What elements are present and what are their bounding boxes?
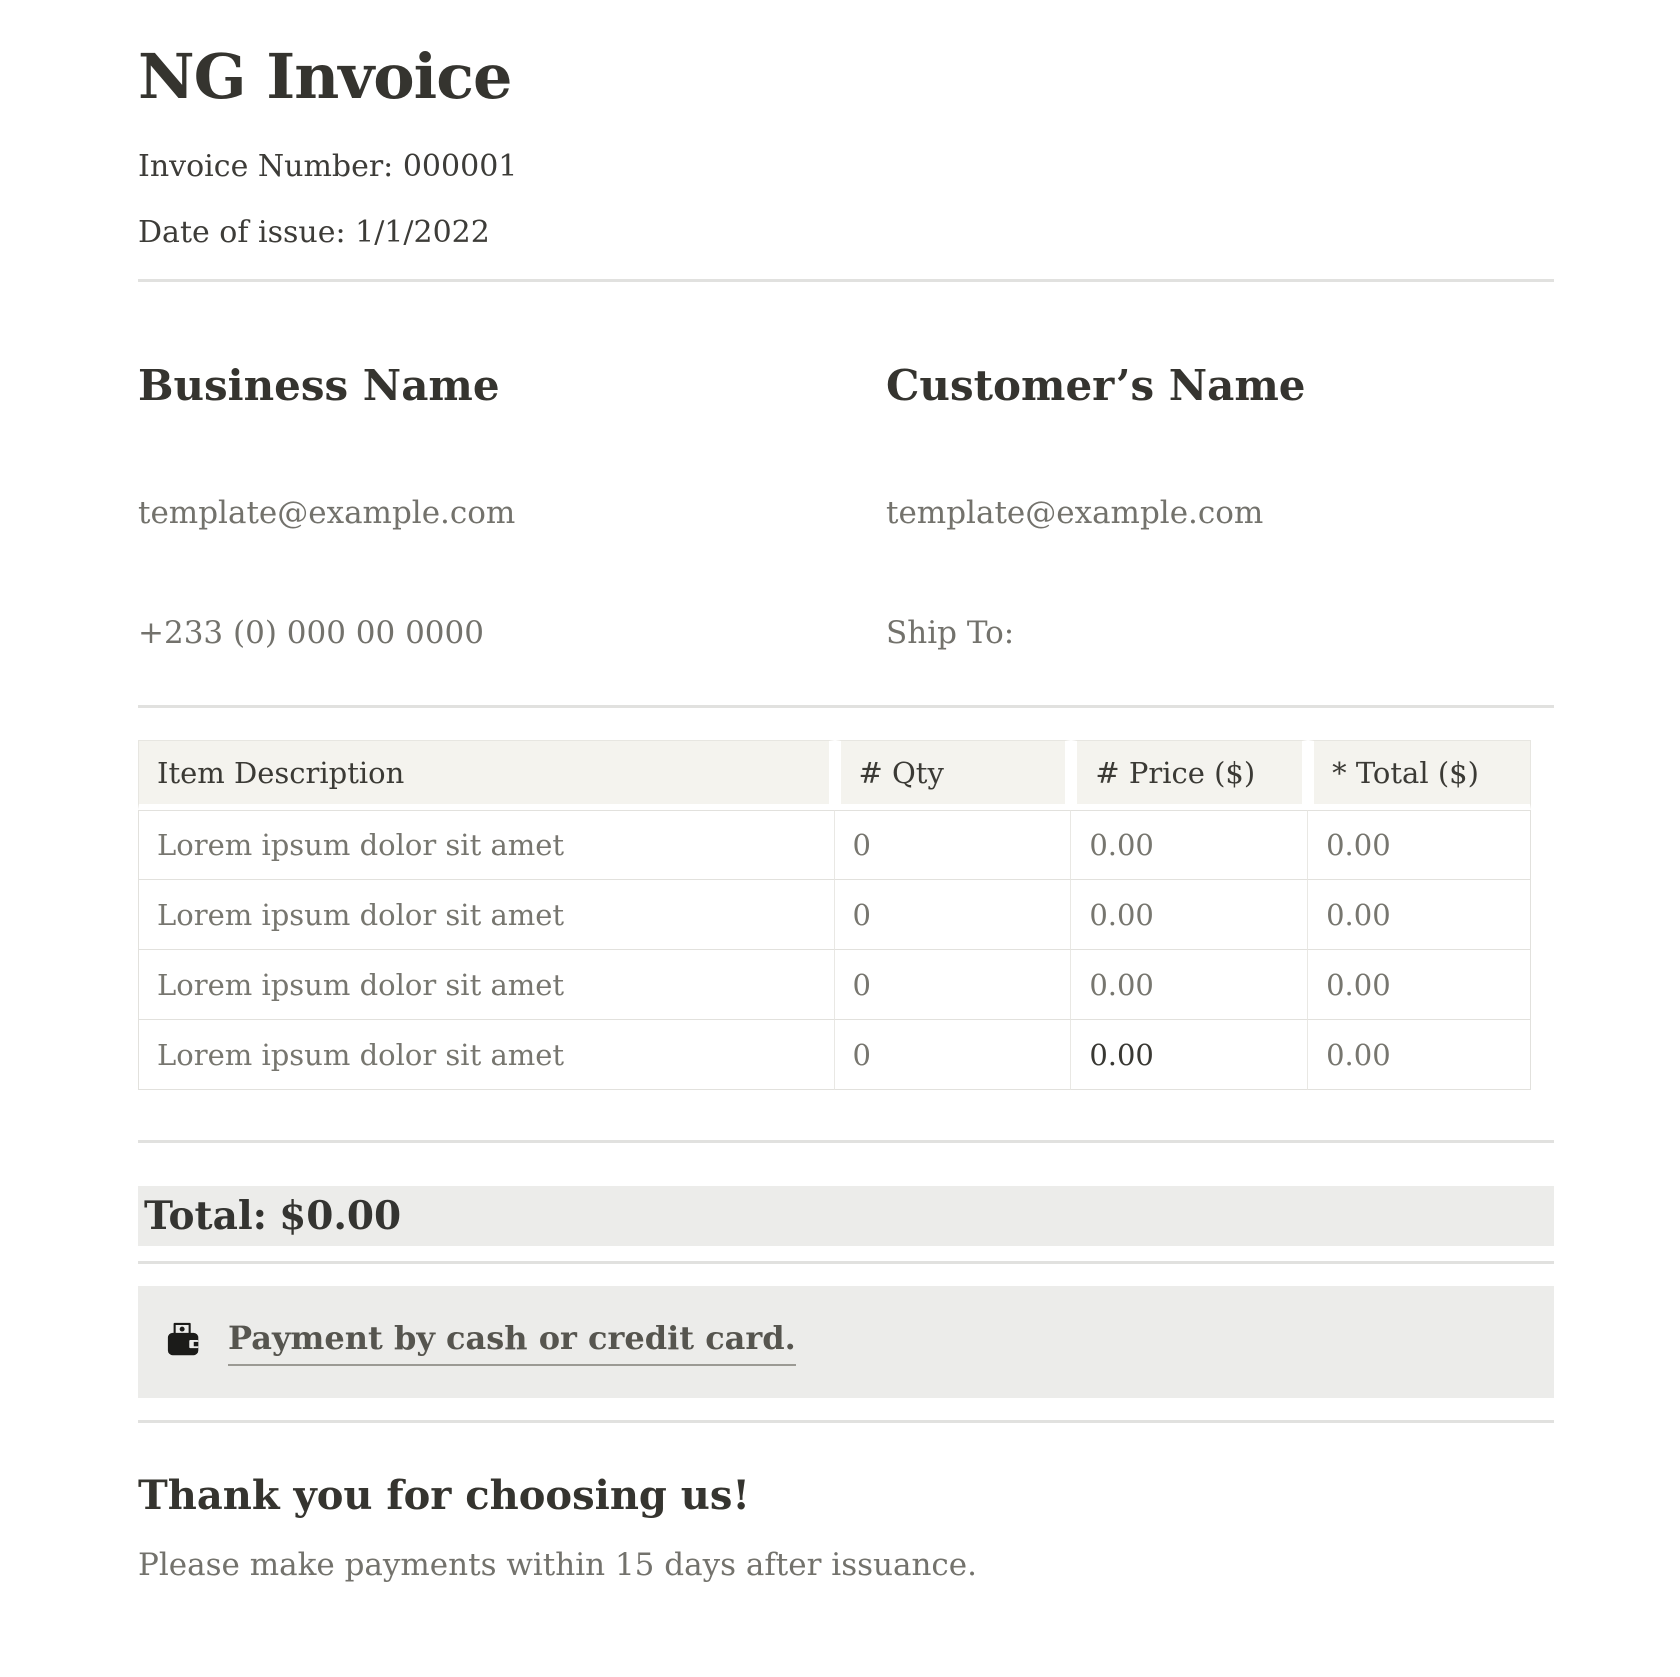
payment-terms-note: Please make payments within 15 days after issuance. [138, 1547, 977, 1583]
item-qty-cell: 0 [835, 880, 1072, 950]
divider [138, 1420, 1554, 1423]
item-price-cell: 0.00 [1071, 810, 1308, 880]
divider [138, 1261, 1554, 1264]
date-of-issue-line [138, 213, 1554, 253]
column-header-qty: # Qty [835, 740, 1072, 810]
item-total-cell: 0.00 [1308, 810, 1531, 880]
payment-method-link[interactable]: Payment by cash or credit card. [228, 1319, 796, 1366]
invoice-number-value: 000001 [402, 149, 518, 184]
customer-name: Customer’s Name [886, 361, 1306, 410]
item-price-cell: 0.00 [1071, 950, 1308, 1020]
item-qty-cell: 0 [835, 810, 1072, 880]
item-qty-cell: 0 [835, 950, 1072, 1020]
table-row [138, 1020, 1531, 1090]
parties-section [138, 282, 1554, 705]
ship-to-label: Ship To: [886, 615, 1015, 651]
divider [138, 1140, 1554, 1143]
invoice-title: NG Invoice [138, 40, 512, 113]
table-row [138, 880, 1531, 950]
total-amount: $0.00 [279, 1193, 402, 1239]
total-bar [138, 1186, 1554, 1246]
items-table [138, 740, 1531, 1090]
item-description-cell: Lorem ipsum dolor sit amet [138, 810, 835, 880]
table-row [138, 810, 1531, 880]
customer-column [886, 282, 1554, 653]
invoice-number-line [138, 147, 1554, 187]
column-header-total: * Total ($) [1308, 740, 1531, 810]
item-total-cell: 0.00 [1308, 1020, 1531, 1090]
business-name: Business Name [138, 361, 500, 410]
item-total-cell: 0.00 [1308, 880, 1531, 950]
date-of-issue-label: Date of issue: [138, 215, 346, 250]
total-label: Total: [144, 1193, 268, 1239]
item-qty-cell: 0 [835, 1020, 1072, 1090]
item-total-cell: 0.00 [1308, 950, 1531, 1020]
business-email: template@example.com [138, 495, 516, 531]
column-header-price: # Price ($) [1071, 740, 1308, 810]
item-price-cell: 0.00 [1071, 1020, 1308, 1090]
customer-email: template@example.com [886, 495, 1264, 531]
item-description-cell: Lorem ipsum dolor sit amet [138, 880, 835, 950]
item-description-cell: Lorem ipsum dolor sit amet [138, 1020, 835, 1090]
divider [138, 705, 1554, 708]
payment-section [138, 1286, 1554, 1398]
date-of-issue-value: 1/1/2022 [355, 215, 490, 250]
wallet-icon [166, 1321, 204, 1363]
table-row [138, 950, 1531, 1020]
item-description-cell: Lorem ipsum dolor sit amet [138, 950, 835, 1020]
header-row [138, 740, 1531, 810]
thank-you-heading: Thank you for choosing us! [138, 1472, 750, 1519]
column-header-description: Item Description [138, 740, 835, 810]
items-table-header [138, 740, 1531, 810]
items-table-body [138, 810, 1531, 1090]
item-price-cell: 0.00 [1071, 880, 1308, 950]
business-phone: +233 (0) 000 00 0000 [138, 615, 484, 651]
invoice-number-label: Invoice Number: [138, 149, 394, 184]
invoice-page [138, 40, 1554, 1585]
business-column [138, 282, 886, 653]
